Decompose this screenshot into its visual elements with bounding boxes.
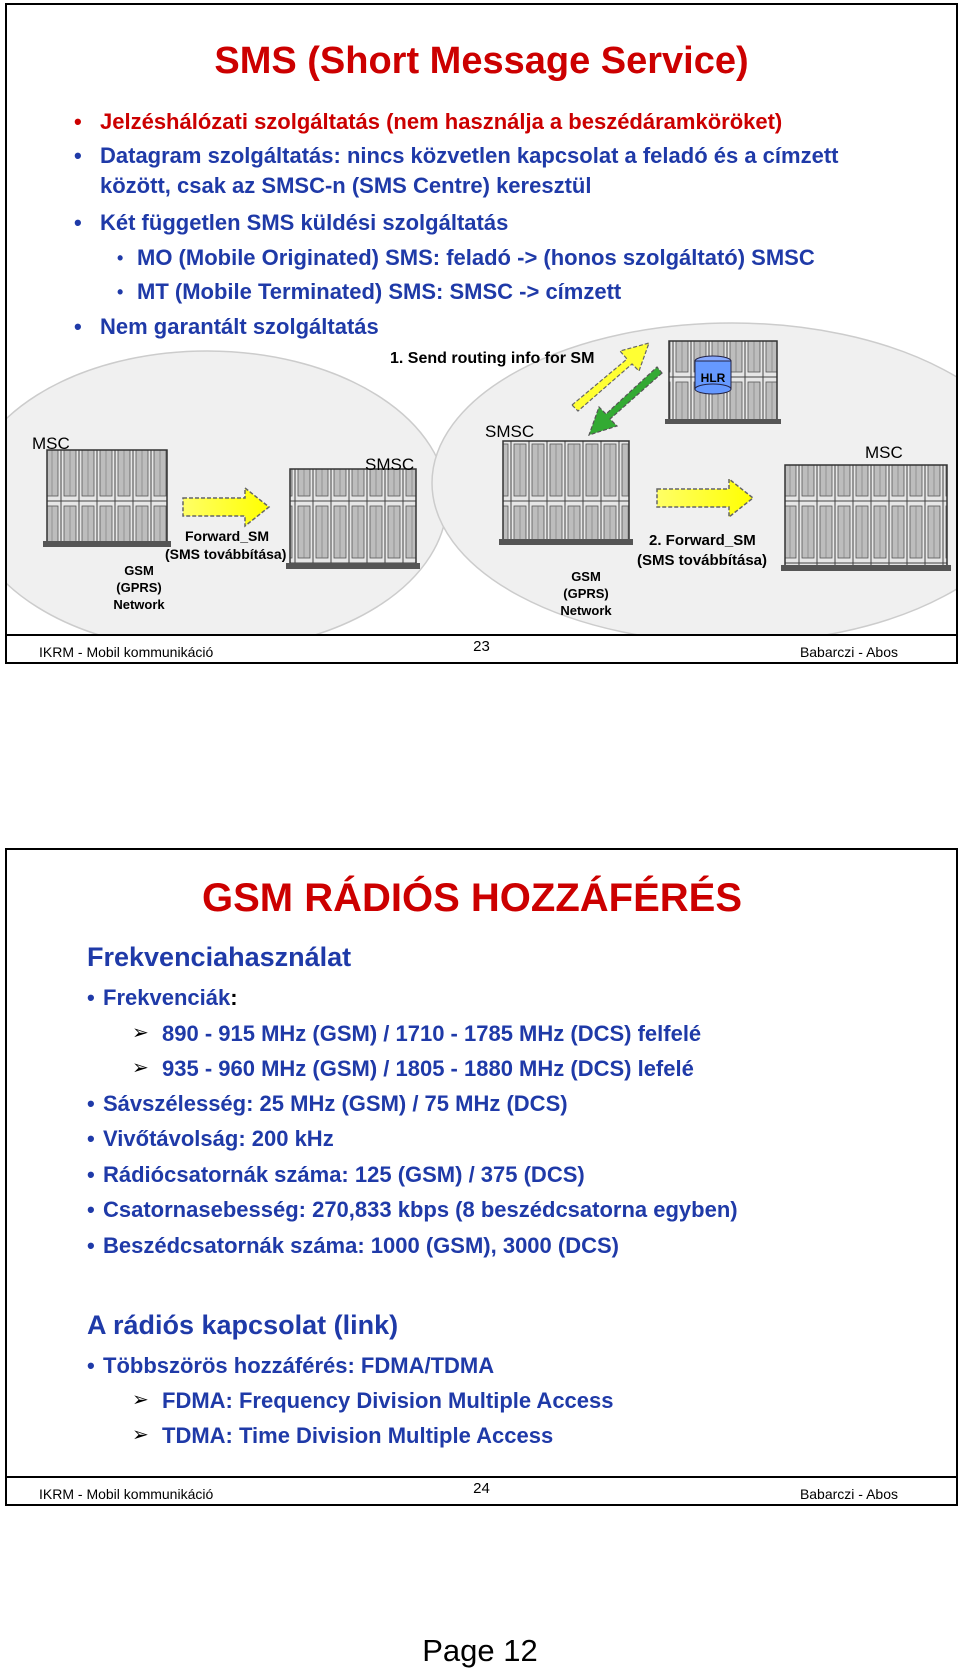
bullet-dot-icon: •: [87, 1233, 95, 1258]
sub-list-item: ➢ 935 - 960 MHz (GSM) / 1805 - 1880 MHz (DCS) lefelé: [132, 1056, 694, 1081]
bullet-item: • Sávszélesség: 25 MHz (GSM) / 75 MHz (DCS): [87, 1091, 568, 1116]
network-label: Network: [113, 597, 165, 612]
network-label: (GPRS): [116, 580, 162, 595]
msc-right-cabinet: [781, 465, 951, 571]
sub-bullet-item: • MO (Mobile Originated) SMS: feladó -> (honos szolgáltató) SMSC: [137, 241, 815, 275]
network-label: Network: [560, 603, 612, 618]
bullet-item: • Nem garantált szolgáltatás: [100, 310, 379, 344]
arrowhead-bullet-icon: ➢: [132, 1424, 149, 1446]
slide-sms: [5, 3, 958, 664]
arrowhead-bullet-icon: ➢: [132, 1022, 149, 1044]
hlr-label: HLR: [700, 371, 726, 385]
smsc-left-cabinet: [286, 469, 420, 569]
forward-sm-2-sublabel: (SMS továbbítása): [637, 552, 768, 569]
section-heading: A rádiós kapcsolat (link): [87, 1310, 399, 1340]
smsc-left-label: SMSC: [365, 455, 415, 474]
bullet-item: • Jelzéshálózati szolgáltatás (nem használja a beszédáramköröket): [100, 105, 782, 139]
bullet-item: • Vivőtávolság: 200 kHz: [87, 1126, 334, 1151]
bullet-item: • Két független SMS küldési szolgáltatás: [100, 206, 508, 240]
section-heading: Frekvenciahasználat: [87, 942, 352, 972]
page-number: Page 12: [422, 1633, 538, 1668]
hlr-cabinet: [665, 341, 781, 424]
msc-left-label: MSC: [32, 434, 70, 453]
bullet-dot-icon: •: [87, 1162, 95, 1187]
network-label: GSM: [571, 569, 601, 584]
send-routing-label: 1. Send routing info for SM: [390, 350, 595, 367]
footer-authors: Babarczi - Abos: [799, 644, 898, 660]
arrowhead-bullet-icon: ➢: [132, 1389, 149, 1411]
footer-course: IKRM - Mobil kommunikáció: [39, 644, 214, 660]
smsc-mid-label: SMSC: [485, 422, 535, 441]
bullet-dot-icon: •: [87, 1091, 95, 1116]
bullet-dot-icon: •: [87, 1197, 95, 1222]
bullet-item: • Többszörös hozzáférés: FDMA/TDMA: [87, 1353, 495, 1378]
footer-slide-number: 24: [473, 1480, 490, 1497]
msc-left-cabinet: [43, 450, 171, 547]
bullet-dot-icon: •: [74, 314, 82, 339]
sub-list-item: ➢ 890 - 915 MHz (GSM) / 1710 - 1785 MHz (DCS) felfelé: [132, 1021, 702, 1046]
bullet-dot-icon: •: [74, 210, 82, 235]
bullet-item: • Beszédcsatornák száma: 1000 (GSM), 3000 (DCS): [87, 1233, 619, 1258]
sub-bullet-item: • MT (Mobile Terminated) SMS: SMSC -> címzett: [137, 275, 621, 309]
forward-sm-2-label: 2. Forward_SM: [649, 532, 756, 549]
slide-title: SMS (Short Message Service): [214, 40, 749, 82]
footer-authors: Babarczi - Abos: [799, 1486, 898, 1502]
sub-list-item: ➢ TDMA: Time Division Multiple Access: [132, 1423, 554, 1448]
network-label: GSM: [124, 563, 154, 578]
bullet-item: • Datagram szolgáltatás: nincs közvetlen kapcsolat a feladó és a címzett között, csak az SMSC-n (SMS Centre) keresztül: [74, 143, 839, 198]
bullet-dot-icon: •: [87, 985, 95, 1010]
slide-footer: [7, 1476, 956, 1506]
footer-course: IKRM - Mobil kommunikáció: [39, 1486, 214, 1502]
forward-sm-label: Forward_SM: [185, 528, 270, 544]
sms-network-diagram: [7, 5, 958, 634]
bullet-dot-icon: •: [74, 143, 82, 168]
bullet-dot-icon: •: [74, 109, 82, 134]
bullet-dot-icon: •: [117, 248, 124, 268]
slide-footer: [7, 634, 956, 664]
sub-list-item: ➢ FDMA: Frequency Division Multiple Access: [132, 1388, 614, 1413]
forward-sm-sublabel: (SMS továbbítása): [165, 546, 287, 562]
footer-slide-number: 23: [473, 638, 490, 655]
bullet-dot-icon: •: [87, 1353, 95, 1378]
bullet-dot-icon: •: [117, 282, 124, 302]
msc-right-label: MSC: [865, 443, 903, 462]
slide-title: GSM RÁDIÓS HOZZÁFÉRÉS: [202, 876, 743, 920]
bullet-item: • Frekvenciák:: [87, 985, 238, 1010]
smsc-mid-cabinet: [499, 441, 633, 545]
bullet-item: • Csatornasebesség: 270,833 kbps (8 beszédcsatorna egyben): [87, 1197, 738, 1222]
network-label: (GPRS): [563, 586, 609, 601]
slide-gsm-radio-access: [5, 848, 958, 1506]
bullet-item: • Rádiócsatornák száma: 125 (GSM) / 375 (DCS): [87, 1162, 585, 1187]
bullet-dot-icon: •: [87, 1126, 95, 1151]
arrowhead-bullet-icon: ➢: [132, 1057, 149, 1079]
